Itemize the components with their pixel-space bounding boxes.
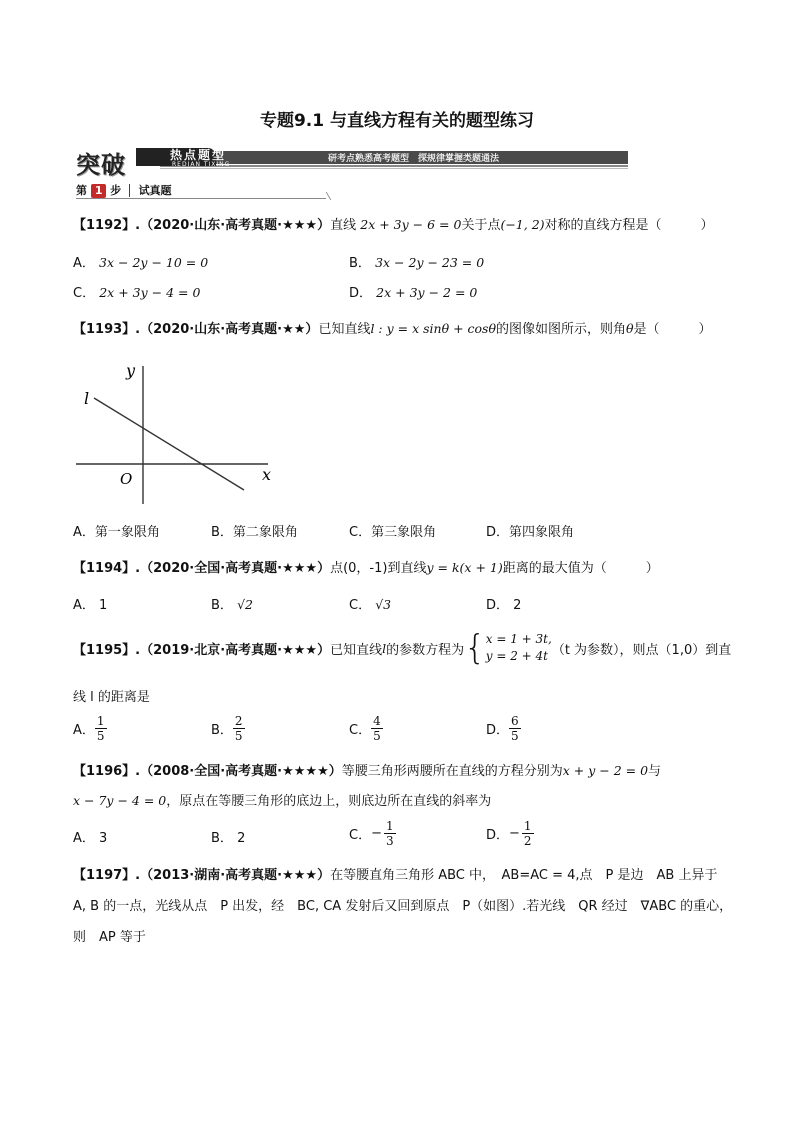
question-1195: 【1195】.（2019·北京·高考真题·★★★） 已知直线 l 的参数方程为 { x = 1 + 3t, y = 2 + 4t （t 为参数），则点（1,0）到直 [73, 628, 732, 668]
option-1195-c[interactable]: C． $\frac{4}{5}$ [349, 714, 381, 743]
parametric-system: x = 1 + 3t, y = 2 + 4t [485, 632, 552, 663]
option-1192-c[interactable]: C． 2x + 3y − 4 = 0 [73, 285, 201, 301]
question-1194: 【1194】.（2020·全国·高考真题·★★★）点(0，-1)到直线y = k(x + 1)距离的最大值为（ ） [73, 560, 659, 576]
option-1196-b[interactable]: B． 2 [211, 831, 246, 846]
question-1197: 【1197】.（2013·湖南·高考真题·★★★）在等腰直角三角形 ABC 中， AB=AC = 4,点 P 是边 AB 上异于 [73, 868, 718, 883]
question-1192: 【1192】.（2020·山东·高考真题·★★★）直线 2x + 3y − 6 = 0关于点(−1, 2)对称的直线方程是（ ） [73, 217, 714, 233]
option-1195-a[interactable]: A． $\frac{1}{5}$ [73, 714, 105, 743]
option-1192-b[interactable]: B． 3x − 2y − 23 = 0 [349, 255, 485, 271]
option-1196-c[interactable]: C． − $\frac{1}{3}$ [349, 819, 394, 848]
line-l [94, 398, 244, 490]
question-1196-cont: x − 7y − 4 = 0，原点在等腰三角形的底边上，则底边所在直线的斜率为 [73, 793, 492, 809]
step-number-badge: 1 [91, 184, 106, 198]
step-suffix: 步 [110, 184, 122, 197]
banner-pinyin: REDIAN TIXING [172, 161, 231, 168]
option-1194-b[interactable]: B． √2 [211, 597, 253, 613]
banner-big-text: 突破 [76, 150, 126, 179]
option-1194-a[interactable]: A． 1 [73, 598, 108, 613]
option-1192-a[interactable]: A． 3x − 2y − 10 = 0 [73, 255, 209, 271]
section-banner [72, 145, 628, 179]
step-prefix: 第 [76, 184, 87, 197]
y-axis-label: y [126, 361, 136, 380]
question-1197-line2: A, B 的一点，光线从点 P 出发，经 BC, CA 发射后又回到原点 P（如图）.若光线 QR 经过 ∇ABC 的重心， [73, 899, 733, 914]
question-1197-line3: 则 AP 等于 [73, 930, 146, 945]
step-header [76, 182, 328, 198]
step-label: 试真题 [138, 184, 172, 197]
option-1196-a[interactable]: A． 3 [73, 831, 108, 846]
option-1193-d[interactable]: D．第四象限角 [486, 525, 575, 540]
line-label: l [84, 389, 90, 408]
x-axis-label: x [262, 465, 272, 484]
banner-slogan: 研考点熟悉高考题型 探规律掌握类题通法 [328, 154, 500, 164]
option-1195-d[interactable]: D． $\frac{6}{5}$ [486, 714, 519, 743]
question-1195-cont: 线 l 的距离是 [73, 690, 150, 705]
option-1194-d[interactable]: D． 2 [486, 598, 522, 613]
option-1193-a[interactable]: A．第一象限角 [73, 525, 160, 540]
option-1193-c[interactable]: C．第三象限角 [349, 525, 437, 540]
option-1192-d[interactable]: D． 2x + 3y − 2 = 0 [349, 285, 478, 301]
page-title: 专题9.1 与直线方程有关的题型练习 [259, 111, 535, 131]
option-1193-b[interactable]: B．第二象限角 [211, 525, 298, 540]
option-1194-c[interactable]: C． √3 [349, 597, 392, 613]
origin-label: O [120, 470, 133, 488]
option-1196-d[interactable]: D． − $\frac{1}{2}$ [486, 819, 532, 848]
banner-small-text: 热点题型 [170, 148, 227, 162]
line-graph-figure [72, 358, 282, 508]
question-1196: 【1196】.（2008·全国·高考真题·★★★★）等腰三角形两腰所在直线的方程分别为x + y − 2 = 0与 [73, 763, 662, 779]
option-1195-b[interactable]: B． $\frac{2}{5}$ [211, 714, 243, 743]
question-1193: 【1193】.（2020·山东·高考真题·★★）已知直线l : y = x sinθ + cosθ的图像如图所示，则角θ是（ ） [73, 321, 712, 337]
